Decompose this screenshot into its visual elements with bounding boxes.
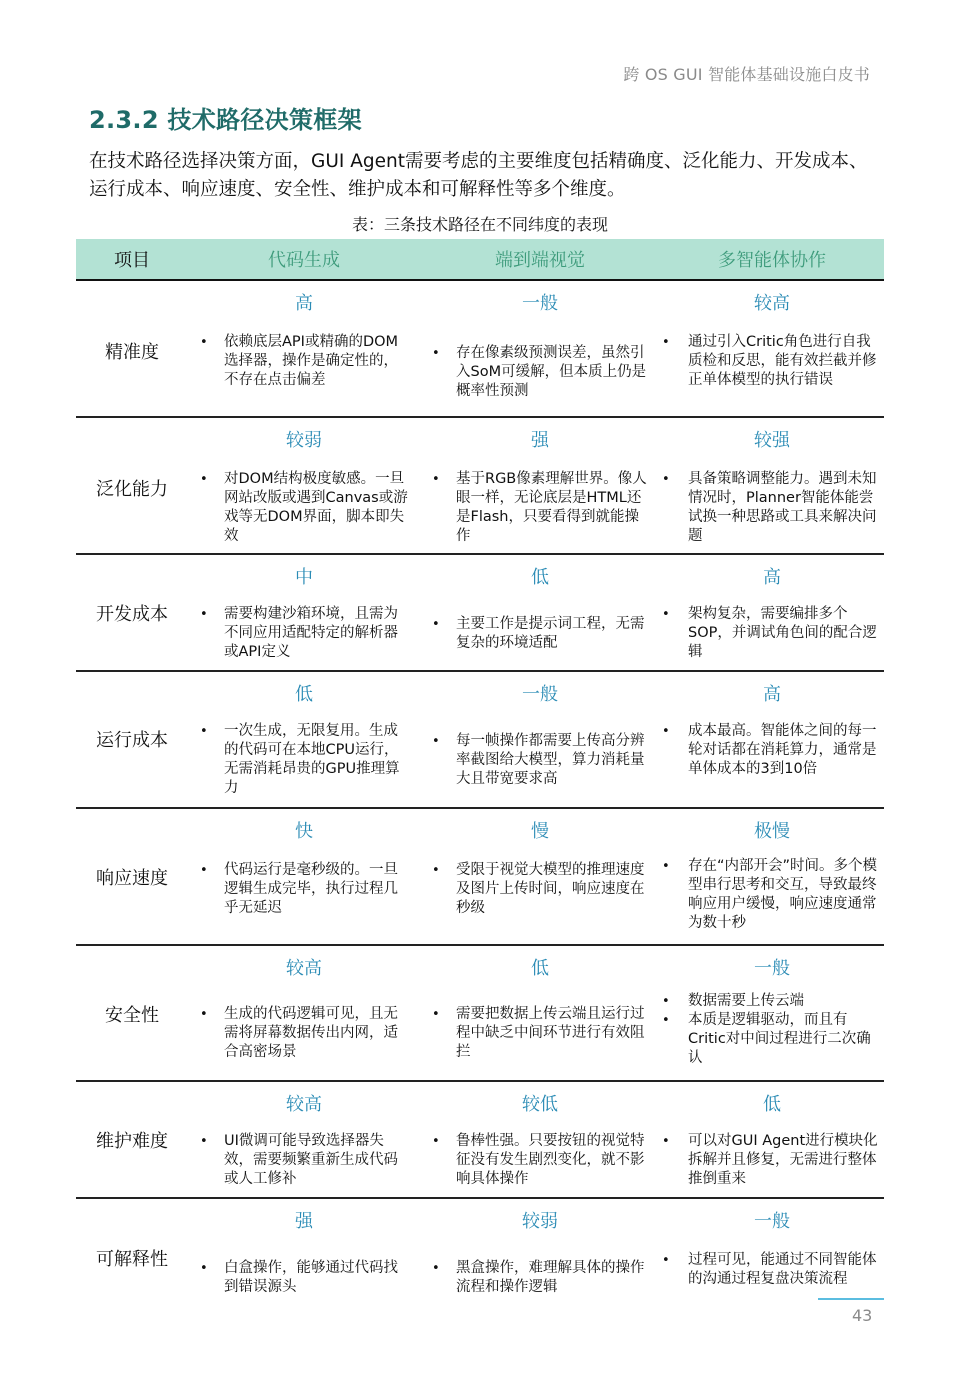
cell-code-generation	[188, 1082, 420, 1197]
bullet-item: • 本质是逻辑驱动，而且有Critic对中间过程进行二次确认	[660, 1011, 884, 1068]
bullet-list	[188, 333, 420, 390]
cell-code-generation	[188, 555, 420, 670]
cell-end-to-end-vision	[420, 281, 660, 416]
section-title: 2.3.2 技术路径决策框架	[89, 106, 362, 134]
bullet-item: • 过程可见，能通过不同智能体的沟通过程复盘决策流程	[660, 1251, 884, 1289]
rating-label: 较高	[754, 293, 790, 314]
rating-label: 较高	[286, 1094, 322, 1115]
table-body	[76, 281, 884, 1311]
bullet-item: • 白盒操作，能够通过代码找到错误源头	[188, 1259, 420, 1297]
bullet-item: • 存在“内部开会”时间。多个模型串行思考和交互，导致最终响应用户缓慢，响应速度通常为数十秒	[660, 857, 884, 933]
rating-label: 一般	[522, 293, 558, 314]
table-caption: 表：三条技术路径在不同纬度的表现	[351, 215, 608, 234]
bullet-list	[420, 1259, 660, 1297]
table-row	[76, 1199, 884, 1311]
bullet-item: • 代码运行是毫秒级的。一旦逻辑生成完毕，执行过程几乎无延迟	[188, 861, 420, 918]
rating-label: 一般	[754, 958, 790, 979]
cell-multi-agent	[660, 281, 884, 416]
cell-code-generation	[188, 809, 420, 944]
cell-multi-agent	[660, 809, 884, 944]
table-row	[76, 672, 884, 809]
bullet-item: • 通过引入Critic角色进行自我质检和反思，能有效拦截并修正单体模型的执行错误	[660, 333, 884, 390]
row-label: 运行成本	[96, 730, 168, 751]
bullet-item: • 基于RGB像素理解世界。像人眼一样，无论底层是HTML还是Flash，只要看得到就能操作	[420, 470, 660, 546]
bullet-list	[188, 470, 420, 546]
bullet-list	[660, 470, 884, 546]
bullet-list	[420, 1132, 660, 1189]
footer-rule	[818, 1298, 884, 1300]
cell-end-to-end-vision	[420, 418, 660, 553]
bullet-list	[188, 1005, 420, 1062]
rating-label: 低	[531, 958, 549, 979]
table-row	[76, 281, 884, 418]
bullet-list	[660, 857, 884, 933]
table-row	[76, 418, 884, 555]
cell-code-generation	[188, 1199, 420, 1311]
rating-label: 强	[295, 1211, 313, 1232]
bullet-list	[188, 605, 420, 662]
bullet-list	[660, 1132, 884, 1189]
row-label: 开发成本	[96, 604, 168, 625]
cell-code-generation	[188, 418, 420, 553]
cell-end-to-end-vision	[420, 1082, 660, 1197]
bullet-list	[660, 605, 884, 662]
bullet-item: • 存在像素级预测误差，虽然引入SoM可缓解，但本质上仍是概率性预测	[420, 344, 660, 401]
row-label: 响应速度	[96, 868, 168, 889]
bullet-list	[420, 470, 660, 546]
bullet-item: • 生成的代码逻辑可见，且无需将屏幕数据传出内网，适合高密场景	[188, 1005, 420, 1062]
table-row	[76, 946, 884, 1082]
bullet-item: • 受限于视觉大模型的推理速度及图片上传时间，响应速度在秒级	[420, 861, 660, 918]
bullet-list	[660, 333, 884, 390]
bullet-list	[420, 732, 660, 789]
cell-code-generation	[188, 281, 420, 416]
rating-label: 快	[295, 821, 313, 842]
column-header-multi-agent: 多智能体协作	[718, 250, 826, 271]
table-header	[76, 239, 884, 281]
bullet-item: • 架构复杂，需要编排多个SOP，并调试角色间的配合逻辑	[660, 605, 884, 662]
cell-end-to-end-vision	[420, 946, 660, 1080]
rating-label: 较高	[286, 958, 322, 979]
cell-code-generation	[188, 672, 420, 807]
bullet-item: • 每一帧操作都需要上传高分辨率截图给大模型，算力消耗量大且带宽要求高	[420, 732, 660, 789]
bullet-item: • UI微调可能导致选择器失效，需要频繁重新生成代码或人工修补	[188, 1132, 420, 1189]
rating-label: 慢	[531, 821, 549, 842]
cell-multi-agent	[660, 1199, 884, 1311]
bullet-item: • 需要构建沙箱环境，且需为不同应用适配特定的解析器或API定义	[188, 605, 420, 662]
cell-code-generation	[188, 946, 420, 1080]
bullet-item: • 数据需要上传云端	[660, 992, 884, 1011]
row-label: 泛化能力	[96, 479, 168, 500]
rating-label: 低	[531, 567, 549, 588]
bullet-item: • 需要把数据上传云端且运行过程中缺乏中间环节进行有效阻拦	[420, 1005, 660, 1062]
bullet-item: • 具备策略调整能力。遇到未知情况时，Planner智能体能尝试换一种思路或工具来解决问题	[660, 470, 884, 546]
rating-label: 较低	[522, 1094, 558, 1115]
rating-label: 低	[295, 684, 313, 705]
bullet-list	[660, 722, 884, 779]
rating-label: 中	[295, 567, 313, 588]
comparison-table	[76, 239, 884, 1311]
rating-label: 高	[295, 293, 313, 314]
bullet-list	[660, 1251, 884, 1289]
row-label: 可解释性	[96, 1249, 168, 1270]
bullet-item: • 成本最高。智能体之间的每一轮对话都在消耗算力，通常是单体成本的3到10倍	[660, 722, 884, 779]
cell-multi-agent	[660, 672, 884, 807]
table-row	[76, 809, 884, 946]
cell-multi-agent	[660, 1082, 884, 1197]
cell-end-to-end-vision	[420, 555, 660, 670]
cell-multi-agent	[660, 555, 884, 670]
bullet-item: • 可以对GUI Agent进行模块化拆解并且修复，无需进行整体推倒重来	[660, 1132, 884, 1189]
bullet-list	[420, 1005, 660, 1062]
bullet-item: • 依赖底层API或精确的DOM选择器，操作是确定性的，不存在点击偏差	[188, 333, 420, 390]
bullet-list	[420, 615, 660, 653]
column-header-end-to-end-vision: 端到端视觉	[495, 250, 585, 271]
bullet-item: • 对DOM结构极度敏感。一旦网站改版或遇到Canvas或游戏等无DOM界面，脚本即失效	[188, 470, 420, 546]
bullet-list	[188, 861, 420, 918]
table-row	[76, 555, 884, 672]
column-header-item: 项目	[114, 250, 150, 271]
bullet-item: • 主要工作是提示词工程，无需复杂的环境适配	[420, 615, 660, 653]
intro-paragraph: 在技术路径选择决策方面，GUI Agent需要考虑的主要维度包括精确度、泛化能力、开发成本、运行成本、响应速度、安全性、维护成本和可解释性等多个维度。	[89, 151, 868, 200]
cell-end-to-end-vision	[420, 1199, 660, 1311]
rating-label: 一般	[522, 684, 558, 705]
row-label: 安全性	[105, 1005, 159, 1026]
bullet-list	[420, 861, 660, 918]
rating-label: 高	[763, 684, 781, 705]
cell-end-to-end-vision	[420, 672, 660, 807]
bullet-item: • 一次生成，无限复用。生成的代码可在本地CPU运行，无需消耗昂贵的GPU推理算力	[188, 722, 420, 798]
rating-label: 强	[531, 430, 549, 451]
rating-label: 高	[763, 567, 781, 588]
cell-multi-agent	[660, 418, 884, 553]
row-label: 精准度	[105, 342, 159, 363]
rating-label: 极慢	[754, 821, 790, 842]
rating-label: 一般	[754, 1211, 790, 1232]
cell-end-to-end-vision	[420, 809, 660, 944]
table-row	[76, 1082, 884, 1199]
row-label: 维护难度	[96, 1131, 168, 1152]
bullet-item: • 黑盒操作，难理解具体的操作流程和操作逻辑	[420, 1259, 660, 1297]
bullet-list	[188, 1259, 420, 1297]
rating-label: 低	[763, 1094, 781, 1115]
bullet-list	[188, 1132, 420, 1189]
rating-label: 较弱	[522, 1211, 558, 1232]
rating-label: 较弱	[286, 430, 322, 451]
column-header-code-generation: 代码生成	[268, 250, 340, 271]
bullet-list	[188, 722, 420, 798]
running-header: 跨 OS GUI 智能体基础设施白皮书	[623, 65, 870, 84]
bullet-list	[420, 344, 660, 401]
page-number: 43	[852, 1306, 873, 1325]
rating-label: 较强	[754, 430, 790, 451]
bullet-item: • 鲁棒性强。只要按钮的视觉特征没有发生剧烈变化，就不影响具体操作	[420, 1132, 660, 1189]
cell-multi-agent	[660, 946, 884, 1080]
bullet-list	[660, 992, 884, 1068]
